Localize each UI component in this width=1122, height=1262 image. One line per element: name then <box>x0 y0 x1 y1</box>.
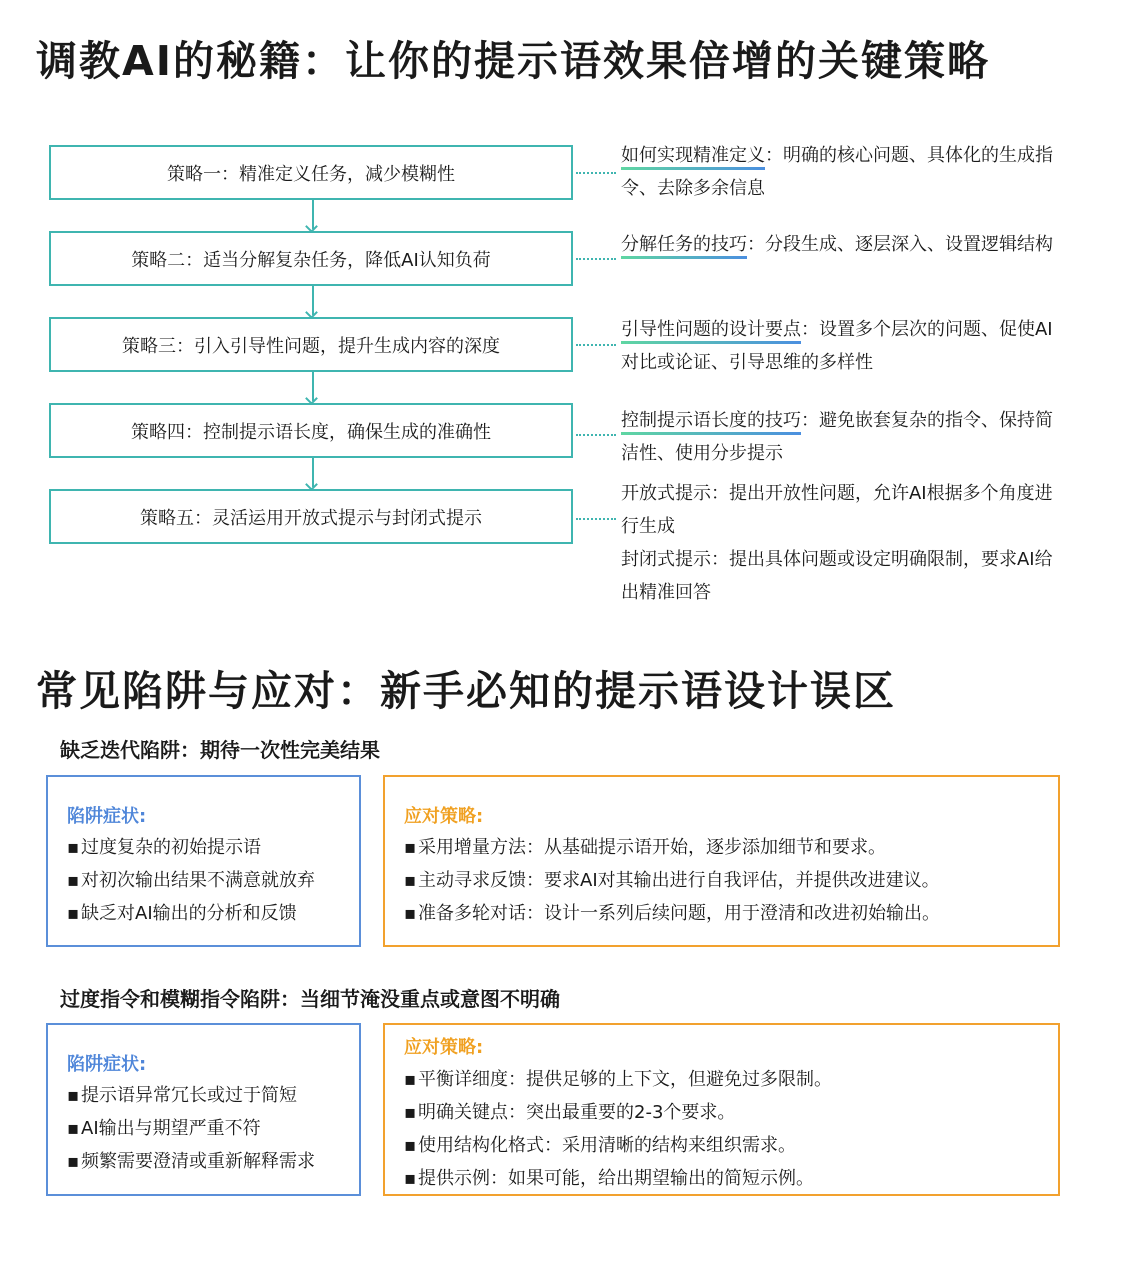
pitfall-2-symptoms-box <box>46 1023 361 1196</box>
list-item: ▪使用结构化格式：采用清晰的结构来组织需求。 <box>404 1135 796 1156</box>
list-item: ▪缺乏对AI输出的分析和反馈 <box>67 903 297 924</box>
list-item: ▪对初次输出结果不满意就放弃 <box>67 870 315 891</box>
open-prompt-text: 开放式提示：提出开放性问题，允许AI根据多个角度进行生成 <box>621 483 1053 537</box>
pitfall-2-strategy-list <box>404 1063 832 1195</box>
section2-title: 常见陷阱与应对：新手必知的提示语设计误区 <box>36 667 896 715</box>
strategy-3-detail <box>621 313 1069 379</box>
connector-dots-2 <box>576 258 616 260</box>
list-item: ▪AI输出与期望严重不符 <box>67 1118 261 1139</box>
list-item: ▪提供示例：如果可能，给出期望输出的简短示例。 <box>404 1168 814 1189</box>
strategy-2-detail-heading: 分解任务的技巧 <box>621 228 747 261</box>
strategy-2-detail <box>621 228 1069 261</box>
connector-dots-5 <box>576 518 616 520</box>
connector-dots-1 <box>576 172 616 174</box>
pitfall-1-strategy-label: 应对策略: <box>404 806 484 827</box>
strategy-3-box: 策略三：引入引导性问题，提升生成内容的深度 <box>49 317 573 372</box>
strategy-1-detail <box>621 139 1069 205</box>
list-item: ▪主动寻求反馈：要求AI对其输出进行自我评估，并提供改进建议。 <box>404 870 940 891</box>
pitfall-1-symptoms-label: 陷阱症状: <box>67 806 147 827</box>
strategy-2-detail-text: ：分段生成、逐层深入、设置逻辑结构 <box>747 234 1053 255</box>
strategy-5-detail <box>621 477 1069 609</box>
strategy-5-box: 策略五：灵活运用开放式提示与封闭式提示 <box>49 489 573 544</box>
pitfall-2-title: 过度指令和模糊指令陷阱：当细节淹没重点或意图不明确 <box>60 987 560 1011</box>
pitfall-2-strategy-label: 应对策略: <box>404 1037 484 1058</box>
strategy-1-detail-text: ：明确的核心问题、具体化的生成指令、去除多余信息 <box>621 145 1053 199</box>
flow-arrow-3 <box>312 372 314 401</box>
list-item: ▪平衡详细度：提供足够的上下文，但避免过多限制。 <box>404 1069 832 1090</box>
section1-title: 调教AI的秘籍：让你的提示语效果倍增的关键策略 <box>36 37 990 85</box>
list-item: ▪明确关键点：突出最重要的2-3个要求。 <box>404 1102 736 1123</box>
pitfall-1-symptoms-box <box>46 775 361 947</box>
strategy-4-detail <box>621 404 1069 470</box>
list-item: ▪频繁需要澄清或重新解释需求 <box>67 1151 315 1172</box>
strategy-4-detail-heading: 控制提示语长度的技巧 <box>621 404 801 437</box>
connector-dots-4 <box>576 434 616 436</box>
strategy-4-detail-text: ：避免嵌套复杂的指令、保持简洁性、使用分步提示 <box>621 410 1053 464</box>
pitfall-1-strategy-list <box>404 831 940 930</box>
connector-dots-3 <box>576 344 616 346</box>
pitfall-2-symptoms-label: 陷阱症状: <box>67 1054 147 1075</box>
list-item: ▪提示语异常冗长或过于简短 <box>67 1085 297 1106</box>
strategy-1-box: 策略一：精准定义任务，减少模糊性 <box>49 145 573 200</box>
strategy-4-box: 策略四：控制提示语长度，确保生成的准确性 <box>49 403 573 458</box>
flow-arrow-2 <box>312 286 314 315</box>
closed-prompt-text: 封闭式提示：提出具体问题或设定明确限制，要求AI给出精准回答 <box>621 549 1053 603</box>
pitfall-2-symptoms-list <box>67 1079 315 1178</box>
flow-arrow-1 <box>312 200 314 229</box>
flow-arrow-4 <box>312 458 314 487</box>
pitfall-1-title: 缺乏迭代陷阱：期待一次性完美结果 <box>60 738 380 762</box>
list-item: ▪准备多轮对话：设计一系列后续问题，用于澄清和改进初始输出。 <box>404 903 940 924</box>
pitfall-1-strategy-box <box>383 775 1060 947</box>
list-item: ▪过度复杂的初始提示语 <box>67 837 261 858</box>
strategy-1-detail-heading: 如何实现精准定义 <box>621 139 765 172</box>
list-item: ▪采用增量方法：从基础提示语开始，逐步添加细节和要求。 <box>404 837 886 858</box>
strategy-3-detail-heading: 引导性问题的设计要点 <box>621 313 801 346</box>
strategy-2-box: 策略二：适当分解复杂任务，降低AI认知负荷 <box>49 231 573 286</box>
pitfall-2-strategy-box <box>383 1023 1060 1196</box>
strategy-3-detail-text: ：设置多个层次的问题、促使AI对比或论证、引导思维的多样性 <box>621 319 1053 373</box>
pitfall-1-symptoms-list <box>67 831 315 930</box>
